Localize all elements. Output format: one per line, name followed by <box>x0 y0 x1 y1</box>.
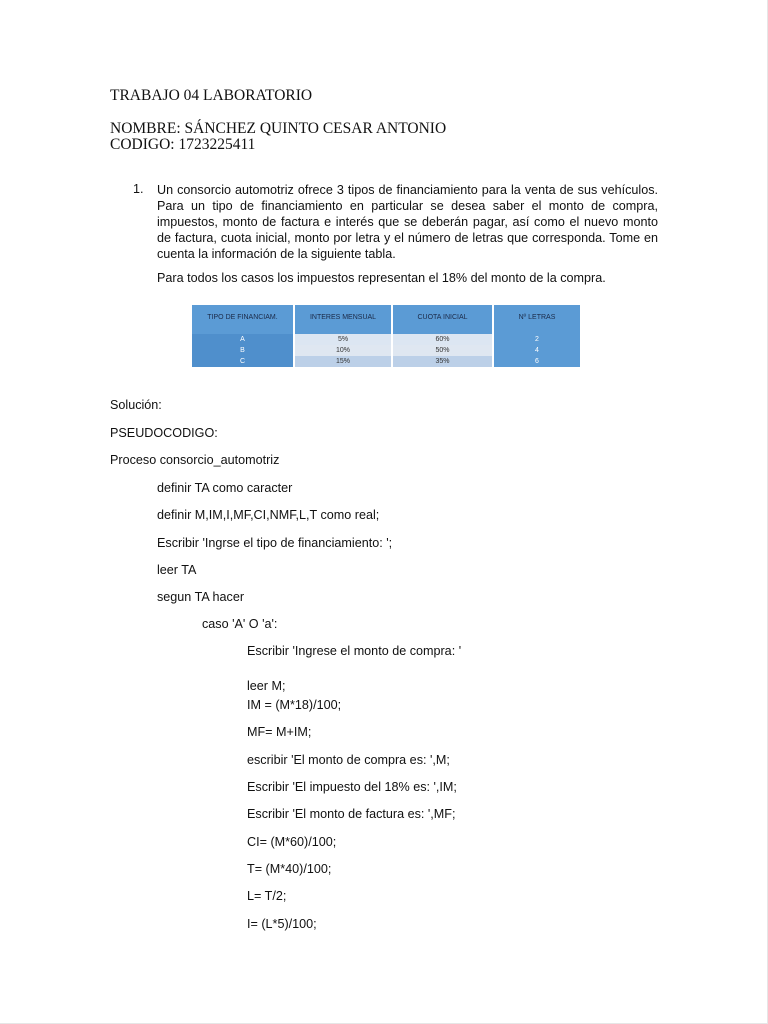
problem-number: 1. <box>133 182 144 196</box>
table-cell: 50% <box>393 345 492 356</box>
table-header: TIPO DE FINANCIAM. <box>192 305 293 329</box>
code-line: definir M,IM,I,MF,CI,NMF,L,T como real; <box>157 508 380 522</box>
code-line: Proceso consorcio_automotriz <box>110 453 280 467</box>
table-row <box>192 356 580 367</box>
financing-table <box>190 305 582 367</box>
code-line: T= (M*40)/100; <box>247 862 332 876</box>
code-line: IM = (M*18)/100; <box>247 698 342 712</box>
student-name: NOMBRE: SÁNCHEZ QUINTO CESAR ANTONIO <box>110 120 447 137</box>
code-line: definir TA como caracter <box>157 481 293 495</box>
code-line: Escribir 'Ingrse el tipo de financiamiento: '; <box>157 536 393 550</box>
table-cell: 5% <box>295 334 391 345</box>
tax-note: Para todos los casos los impuestos representan el 18% del monto de la compra. <box>157 271 606 285</box>
code-line: Escribir 'Ingrese el monto de compra: ' <box>247 644 462 658</box>
table-header: INTERES MENSUAL <box>295 305 391 329</box>
table-row <box>192 345 580 356</box>
table-cell: 35% <box>393 356 492 367</box>
table-cell: B <box>192 345 293 356</box>
table-cell: 15% <box>295 356 391 367</box>
table-cell: 2 <box>494 334 580 345</box>
table-cell: 60% <box>393 334 492 345</box>
code-line: MF= M+IM; <box>247 725 312 739</box>
table-header-row <box>192 305 580 329</box>
table-cell: A <box>192 334 293 345</box>
problem-statement: Un consorcio automotriz ofrece 3 tipos de financiamiento para la venta de sus vehículos. Para un tipo de financiamiento en particular se desea saber el monto de compra, impuestos, monto de factura e interés que se deberán pagar, así como el nuevo monto de factura, cuota inicial, monto por letra y el número de letras que corresponda. Tome en cuenta la información de la siguiente tabla. <box>157 183 658 261</box>
code-line: leer M; <box>247 679 286 693</box>
table-cell: 10% <box>295 345 391 356</box>
table-cell: C <box>192 356 293 367</box>
table-header: Nº LETRAS <box>494 305 580 329</box>
solution-label: Solución: <box>110 398 162 412</box>
code-line: escribir 'El monto de compra es: ',M; <box>247 753 450 767</box>
table-row <box>192 334 580 345</box>
pseudocode-label: PSEUDOCODIGO: <box>110 426 218 440</box>
document-title: TRABAJO 04 LABORATORIO <box>110 87 313 104</box>
code-line: L= T/2; <box>247 889 287 903</box>
code-line: segun TA hacer <box>157 590 245 604</box>
code-line: caso 'A' O 'a': <box>202 617 278 631</box>
table-cell: 4 <box>494 345 580 356</box>
code-line: Escribir 'El impuesto del 18% es: ',IM; <box>247 780 457 794</box>
code-line: CI= (M*60)/100; <box>247 835 337 849</box>
table-header: CUOTA INICIAL <box>393 305 492 329</box>
student-code: CODIGO: 1723225411 <box>110 136 256 153</box>
table-cell: 6 <box>494 356 580 367</box>
code-line: Escribir 'El monto de factura es: ',MF; <box>247 807 456 821</box>
code-line: leer TA <box>157 563 197 577</box>
code-line: I= (L*5)/100; <box>247 917 317 931</box>
